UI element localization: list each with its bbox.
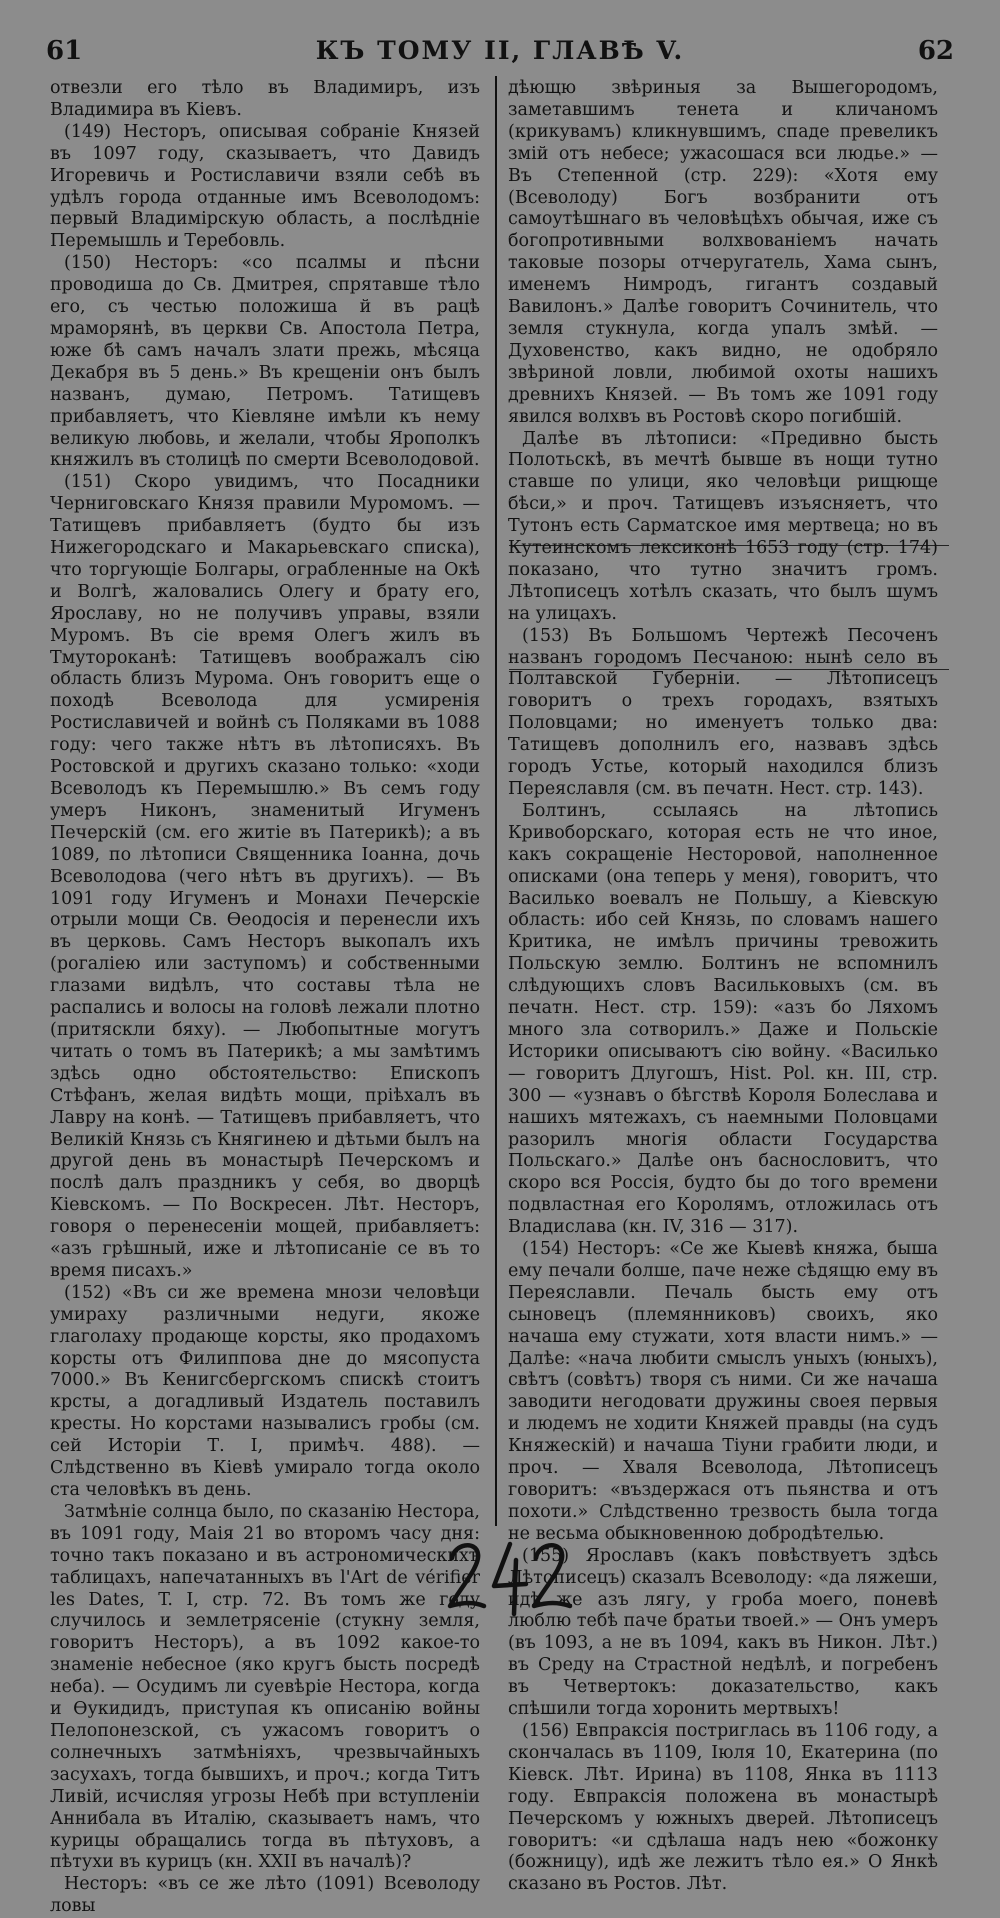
column-divider — [495, 76, 497, 1526]
handwritten-folio-number — [440, 1530, 580, 1620]
paragraph: Далѣе въ лѣтописи: «Предивно бысть Полотьскѣ, въ мечтѣ бывше въ нощи тутно ставше по улици, яко человѣци рищюще бѣси,» и проч. Татищевъ изъясняетъ, что Тутонъ есть Сарматское имя мертвеца; но въ Кутеинскомъ лексиконѣ 1653 году (стр. 174) показано, что тутно значитъ громъ. Лѣтописецъ хотѣлъ сказать, что былъ шумъ на улицахъ. — [508, 428, 938, 624]
paragraph: (149) Несторъ, описывая собраніе Князей въ 1097 году, сказываетъ, что Давидъ Игоревичь и Ростиславичи взяли себѣ въ удѣлъ города отданные имъ Всеволодомъ: первый Владимірскую область, а послѣдніе Перемышль и Теребовль. — [50, 121, 480, 252]
paragraph: (150) Несторъ: «со псалмы и пѣсни проводиша до Св. Дмитрея, спрятавше тѣло его, съ честью положиша й въ рацѣ мраморянѣ, въ церкви Св. Апостола Петра, юже бѣ самъ началъ злати прежь, мѣсяца Декабря въ 5 день.» Въ крещеніи онъ былъ названъ, думаю, Петромъ. Татищевъ прибавляетъ, что Кіевляне имѣли къ нему великую любовь, и желали, чтобы Ярополкъ княжилъ въ столицѣ по смерти Всеволодовой. — [50, 253, 480, 471]
paragraph: Болтинъ, ссылаясь на лѣтопись Кривоборскаго, которая есть не что иное, какъ сокращеніе Несторовой, наполненное описками (она теперь у меня), говоритъ, что Василько воевалъ не Польшу, а Кіевскую область: ибо сей Князь, по словамъ нашего Критика, не имѣлъ причины тревожить Польскую землю. Болтинъ не вспомнилъ слѣдующихъ словъ Васильковыхъ (см. въ печатн. Нест. стр. 159): «азъ бо Ляхомъ много зла сотворилъ.» Даже и Польскіе Историки описываютъ сію войну. «Василько — говоритъ Длугошъ, Hist. Pol. кн. III, стр. 300 — «узнавъ о бѣгствѣ Короля Болеслава и нашихъ мятежахъ, съ наемными Половцами разорилъ многія области Государства Польскаго.» Далѣе онъ баснословитъ, что скоро вся Россія, будто бы до того времени подвластная его Королямъ, отложилась отъ Владислава (кн. IV, 316 — 317). — [508, 800, 938, 1238]
page-number-left: 61 — [46, 36, 83, 66]
running-title: КЪ ТОМУ II, ГЛАВѢ V. — [315, 36, 685, 65]
page-number-right: 62 — [917, 36, 954, 66]
paragraph: отвезли его тѣло въ Владимиръ, изъ Владимира въ Кіевъ. — [50, 78, 480, 120]
right-column — [508, 78, 938, 1895]
paragraph: Несторъ: «въ се же лѣто (1091) Всеволоду ловы — [50, 1874, 480, 1917]
running-header — [0, 28, 1000, 78]
left-column — [50, 78, 481, 1917]
paragraph: (153) Въ Большомъ Чертежѣ Песоченъ названъ городомъ Песчаною: нынѣ село въ Полтавской Губерніи. — Лѣтописецъ говоритъ о трехъ городахъ, взятыхъ Половцами; но именуетъ только два: Татищевъ дополнилъ его, назвавъ здѣсь городъ Устье, который находился близъ Переяславля (см. въ печатн. Нест. стр. 143). — [508, 625, 938, 799]
paragraph: (155) Ярославъ (какъ повѣствуетъ здѣсь Лѣтописецъ) сказалъ Всеволоду: «да ляжеши, идѣ же азъ лягу, у гроба моего, поневѣ люблю тебѣ паче братьи твоей.» — Онъ умеръ (въ 1093, а не въ 1094, какъ въ Никон. Лѣт.) въ Среду на Страстной недѣлѣ, и погребенъ въ Четвертокъ: доказательство, какъ спѣшили тогда хоронить мертвыхъ! — [508, 1545, 938, 1720]
paragraph: (152) «Въ си же времена мнози человѣци умираху различными недуги, якоже глаголаху продающе корсты, яко продахомъ корсты отъ Филиппова дне до мясопуста 7000.» Въ Кенигсбергскомъ спискѣ стоитъ крсты, а догадливый Издатель поставилъ кресты. Но корстами называлисъ гробы (см. сей Исторіи Т. I, примѣч. 488). — Слѣдственно въ Кіевѣ умирало тогда около ста человѣкъ въ день. — [50, 1282, 480, 1500]
paragraph: (156) Евпраксія постриглась въ 1106 году, а скончалась въ 1109, Іюля 10, Екатерина (по Кіевск. Лѣт. Ирина) въ 1108, Янка въ 1113 году. Евпраксія положена въ монастырѣ Печерскомъ у южныхъ дверей. Лѣтописецъ говоритъ: «и сдѣлаша надъ нею «божонку (божницу), идѣ же лежитъ тѣло ея.» О Янкѣ сказано въ Ростов. Лѣт. — [508, 1720, 938, 1895]
paragraph: (151) Скоро увидимъ, что Посадники Черниговскаго Князя правили Муромомъ. — Татищевъ прибавляетъ (будто бы изъ Нижегородскаго и Макарьевскаго списка), что торгующіе Болгары, ограбленные на Окѣ и Волгѣ, жаловались Олегу и брату его, Ярославу, но не получивъ управы, взяли Муромъ. Въ сіе время Олегъ жилъ въ Тмутороканѣ: Татищевъ воображалъ сію область близъ Мурома. Онъ говоритъ еще о походѣ Всеволода для усмиренія Ростиславичей и войнѣ съ Поляками въ 1088 году: чего также нѣтъ въ лѣтописяхъ. Въ Ростовской и другихъ сказано только: «ходи Всеволодъ къ Перемышлю.» Въ семъ году умеръ Никонъ, знаменитый Игуменъ Печерскій (см. его житіе въ Патерикѣ); а въ 1089, по лѣтописи Священника Іоанна, дочь Всеволодова (чего нѣтъ въ другихъ). — Въ 1091 году Игуменъ и Монахи Печерскіе отрыли мощи Св. Ѳеодосія и перенесли ихъ въ церковь. Самъ Несторъ выкопалъ ихъ (рогаліею или заступомъ) и собственными глазами видѣлъ, что составы тѣла не распались и волосы на головѣ лежали плотно (притяскли бяху). — Любопытные могутъ читать о томъ въ Патерикѣ; а мы замѣтимъ здѣсь одно обстоятельство: Епископъ Стѣфанъ, желая видѣть мощи, пріѣхалъ въ Лавру на конѣ. — Татищевъ прибавляетъ, что Великій Князь съ Княгинею и дѣтьми былъ на другой день въ монастырѣ Печерскомъ и послѣ далъ праздникъ у себя, во дворцѣ Кіевскомъ. — По Воскресен. Лѣт. Несторъ, говоря о перенесеніи мощей, прибавляетъ: «азъ грѣшный, иже и лѣтописаніе се въ то время писахъ.» — [50, 472, 481, 1281]
paragraph: дѣющю звѣриныя за Вышегородомъ, заметавшимъ тенета и кличаномъ (крикувамъ) кликнувшимъ, спаде превеликъ змій отъ небесе; ужасошася вси людье.» — Въ Степенной (стр. 229): «Хотя ему (Всеволоду) Богъ возбранити отъ самоутѣшнаго въ человѣцѣхъ обычая, иже съ богопротивными волхвованіемъ начать таковые позоры отчеругатель, Хама сынъ, именемъ Нимродъ, гигантъ создавый Вавилонъ.» Далѣе говоритъ Сочинитель, что земля стукнула, когда упалъ змѣй. — Духовенство, какъ видно, не одобряло звѣриной ловли, любимой охоты нашихъ древнихъ Князей. — Въ томъ же 1091 году явился волхвъ въ Ростовѣ скоро погибшій. — [508, 78, 938, 427]
paragraph: (154) Несторъ: «Се же Кыевѣ княжа, быша ему печали болше, паче неже сѣдящю ему въ Переяславли. Печаль бысть ему отъ сыновецъ (племянниковъ) своихъ, яко начаша ему стужати, хотя власти нимъ.» — Далѣе: «нача любити смыслъ уныхъ (юныхъ), свѣтъ (совѣтъ) творя съ ними. Си же начаша заводити негодовати дружины своея первыя и людемъ не ходити Княжей правды (на судъ Княжескій) и начаша Тіуни грабити люди, и проч. — Хваля Всеволода, Лѣтописецъ говоритъ: «въздержася отъ пьянства и отъ похоти.» Слѣдственно трезвость была тогда не весьма обыкновенною добродѣтелью. — [508, 1239, 938, 1544]
paragraph: Затмѣніе солнца было, по сказанію Нестора, въ 1091 году, Маія 21 во второмъ часу дня: точно такъ показано и въ астрономическихъ таблицахъ, напечатанныхъ въ l'Art de vérifier les Dates, T. I, стр. 72. Въ томъ же году случилось и землетрясеніе (стукну земля, говоритъ Несторъ), а въ 1092 какое-то знаменіе небесное (яко кругъ бысть посредѣ неба). — Осудимъ ли суевѣріе Нестора, когда и Ѳукидидъ, приступая къ описанію войны Пелопонезской, съ ужасомъ говоритъ о солнечныхъ затмѣніяхъ, чрезвычайныхъ засухахъ, тогда бывшихъ, и проч.; когда Титъ Ливій, исчисляя угрозы Небѣ при вступленіи Аннибала въ Италію, сказываетъ намъ, что курицы обращались тогда въ пѣтуховъ, а пѣтухи въ курицъ (кн. XXII въ началѣ)? — [50, 1501, 480, 1873]
